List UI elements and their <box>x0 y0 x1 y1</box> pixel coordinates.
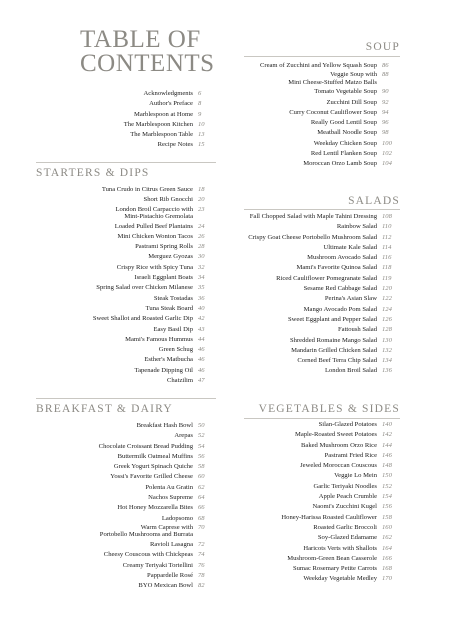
entry-page-number: 6 <box>198 90 202 97</box>
toc-entry <box>36 355 216 365</box>
entry-title: Really Good Lentil Soup <box>310 119 377 127</box>
entry-page-number: 8 <box>198 100 202 108</box>
toc-entry <box>244 482 400 492</box>
toc-entry <box>36 431 216 441</box>
entry-page-number: 36 <box>198 294 205 302</box>
entry-title: Garlic Teriyaki Noodles <box>313 482 377 490</box>
entry-title: Israeli Eggplant Boats <box>134 274 193 282</box>
entry-page-number: 142 <box>382 431 392 439</box>
entry-page-number: 34 <box>198 274 205 282</box>
entry-title <box>288 71 377 85</box>
entry-title: Mushroom-Green Bean Casserole <box>287 554 377 562</box>
entry-page-number: 9 <box>198 110 202 118</box>
entry-title <box>100 524 193 538</box>
toc-entry <box>244 461 400 471</box>
toc-entry <box>244 420 400 430</box>
toc-entry <box>244 128 400 138</box>
entry-page-number: 60 <box>198 473 205 481</box>
entry-page-number: 164 <box>382 544 392 552</box>
entry-page-number: 58 <box>198 463 205 471</box>
entry-page-number: 46 <box>198 356 205 364</box>
toc-entry <box>244 222 400 232</box>
entry-title-line: London Broil Carpaccio with <box>115 205 193 213</box>
entry-title: Crispy Rice with Spicy Tuna <box>116 263 193 271</box>
section-divider <box>244 209 400 210</box>
entry-title: Recipe Notes <box>157 141 193 149</box>
toc-entry <box>36 472 216 482</box>
entry-page-number: 118 <box>382 264 392 272</box>
toc-entry <box>244 564 400 574</box>
entry-title: Chocolate Croissant Bread Pudding <box>98 442 193 450</box>
toc-entry <box>36 314 216 324</box>
entry-title: Marblespoon at Home <box>134 110 193 118</box>
toc-entry <box>36 283 216 293</box>
toc-entry <box>36 140 216 150</box>
entry-page-number: 166 <box>382 554 392 562</box>
toc-entry <box>36 514 216 524</box>
toc-entry <box>36 89 216 99</box>
entry-page-number: 46 <box>198 346 205 354</box>
section-divider <box>244 56 400 57</box>
entry-title: Polenta Au Gratin <box>145 483 193 491</box>
entry-page-number: 20 <box>198 196 205 204</box>
entry-page-number: 132 <box>382 346 392 354</box>
section-heading-salads: SALADS <box>348 195 400 207</box>
entry-title: Roasted Garlic Broccoli <box>313 523 377 531</box>
soup-list <box>244 61 400 170</box>
entry-title-line: Mint-Pistachio Gremolata <box>124 212 193 220</box>
entry-title: Esther's Matbucha <box>144 356 193 364</box>
entry-title: Pastrami Fried Rice <box>324 451 377 459</box>
entry-page-number: 47 <box>198 377 205 385</box>
toc-entry <box>36 483 216 493</box>
entry-title: Short Rib Gnocchi <box>143 196 193 204</box>
entry-title: Apple Peach Crumble <box>318 493 377 501</box>
entry-page-number: 170 <box>382 575 392 583</box>
front-matter-list <box>36 89 216 151</box>
entry-page-number: 62 <box>198 483 205 491</box>
entry-title: Crispy Goat Cheese Portobello Mushroom Salad <box>248 233 377 241</box>
entry-title: Pappardelle Rosé <box>147 571 193 579</box>
toc-entry <box>36 222 216 232</box>
section-divider <box>36 162 216 163</box>
page-title-line-1: TABLE OF <box>80 26 201 53</box>
entry-title: Jeweled Moroccan Couscous <box>300 462 377 470</box>
entry-title: Acknowledgments <box>143 90 193 97</box>
entry-page-number: 108 <box>382 213 392 220</box>
entry-page-number: 168 <box>382 565 392 573</box>
entry-title: Meatball Noodle Soup <box>317 129 377 137</box>
toc-entry <box>244 71 400 85</box>
entry-title: Silan-Glazed Potatoes <box>318 421 377 428</box>
toc-entry <box>244 533 400 543</box>
entry-title: Arepas <box>174 432 193 440</box>
entry-title: Pastrami Spring Rolls <box>135 243 193 251</box>
toc-entry <box>244 574 400 584</box>
entry-title: Chatzilim <box>166 377 193 385</box>
entry-title: Sumac Rosemary Petite Carrots <box>292 565 377 573</box>
entry-title: Green Schug <box>158 346 193 354</box>
entry-page-number: 120 <box>382 285 392 293</box>
entry-page-number: 32 <box>198 263 205 271</box>
entry-title: Easy Basil Dip <box>153 325 193 333</box>
toc-entry <box>244 243 400 253</box>
entry-title: Ultimate Kale Salad <box>323 243 377 251</box>
toc-entry <box>244 346 400 356</box>
section-heading-soup: SOUP <box>365 41 400 53</box>
entry-page-number: 26 <box>198 232 205 240</box>
entry-page-number: 56 <box>198 452 205 460</box>
entry-title: Zucchini Dill Soup <box>326 98 377 106</box>
toc-entry <box>36 571 216 581</box>
entry-title: Yossi's Favorite Grilled Cheese <box>110 473 193 481</box>
entry-title: Mandarin Grilled Chicken Salad <box>291 346 377 354</box>
entry-page-number: 88 <box>382 71 389 79</box>
toc-entry <box>36 273 216 283</box>
toc-entry <box>244 294 400 304</box>
entry-title: Weekday Chicken Soup <box>313 139 377 147</box>
entry-page-number: 98 <box>382 129 389 137</box>
entry-page-number: 46 <box>198 366 205 374</box>
entry-title: Steak Tostadas <box>153 294 193 302</box>
entry-page-number: 76 <box>198 561 205 569</box>
entry-page-number: 70 <box>198 523 205 531</box>
entry-page-number: 92 <box>382 98 389 106</box>
entry-page-number: 96 <box>382 119 389 127</box>
entry-page-number: 15 <box>198 141 205 149</box>
entry-page-number: 54 <box>198 442 205 450</box>
entry-page-number: 119 <box>382 274 392 282</box>
entry-title: Creamy Teriyaki Tortellini <box>122 561 193 569</box>
entry-page-number: 134 <box>382 357 392 365</box>
toc-entry <box>36 99 216 109</box>
entry-page-number: 146 <box>382 451 392 459</box>
entry-title: Tuna Crudo in Citrus Green Sauce <box>101 186 193 193</box>
toc-entry <box>36 550 216 560</box>
entry-page-number: 42 <box>198 315 205 323</box>
entry-title: Corned Beef Terra Chip Salad <box>297 357 377 365</box>
entry-title: Mango Avocado Pom Salad <box>303 305 377 313</box>
entry-title: Hot Honey Mozzarella Bites <box>117 504 193 512</box>
entry-page-number: 44 <box>198 335 205 343</box>
toc-entry <box>36 325 216 335</box>
entry-title-line: Mini Cheese-Stuffed Matzo Balls <box>288 78 377 86</box>
entry-title: Breakfast Hash Bowl <box>136 422 193 429</box>
entry-page-number: 52 <box>198 432 205 440</box>
entry-page-number: 152 <box>382 482 392 490</box>
toc-entry <box>244 513 400 523</box>
entry-page-number: 130 <box>382 336 392 344</box>
entry-title: Tomato Vegetable Soup <box>314 88 377 96</box>
toc-entry <box>244 451 400 461</box>
entry-page-number: 158 <box>382 513 392 521</box>
page-title-line-2: CONTENTS <box>80 50 215 77</box>
entry-page-number: 162 <box>382 534 392 542</box>
entry-page-number: 72 <box>198 540 205 548</box>
entry-title: Ladopsomo <box>161 514 193 522</box>
toc-entry <box>244 159 400 169</box>
toc-entry <box>244 305 400 315</box>
entry-title: The Marblespoon Kitchen <box>123 120 193 128</box>
entry-title: Author's Preface <box>149 100 193 108</box>
entry-title: Sweet Eggplant and Pepper Salad <box>288 315 377 323</box>
toc-entry <box>36 120 216 130</box>
entry-title: Mami's Favorite Quinoa Salad <box>296 264 377 272</box>
toc-entry <box>244 441 400 451</box>
entry-title-line: Portobello Mushrooms and Burrata <box>99 531 193 539</box>
entry-page-number: 124 <box>382 305 392 313</box>
entry-page-number: 126 <box>382 315 392 323</box>
page-title <box>80 28 230 76</box>
entry-page-number: 64 <box>198 494 205 502</box>
entry-title: Soy-Glazed Edamame <box>317 534 377 542</box>
entry-title: BYO Mexican Bowl <box>138 582 193 590</box>
entry-page-number: 144 <box>382 441 392 449</box>
entry-page-number: 128 <box>382 326 392 334</box>
toc-entry <box>36 503 216 513</box>
toc-entry <box>244 544 400 554</box>
entry-page-number: 150 <box>382 472 392 480</box>
toc-entry <box>36 335 216 345</box>
entry-page-number: 148 <box>382 462 392 470</box>
entry-title: Fattoush Salad <box>337 326 377 334</box>
toc-entry <box>36 130 216 140</box>
toc-entry <box>244 471 400 481</box>
entry-page-number: 24 <box>198 222 205 230</box>
toc-entry <box>244 149 400 159</box>
entry-title: Veggie Lo Mein <box>334 472 377 480</box>
entry-page-number: 86 <box>382 62 389 69</box>
toc-entry <box>244 325 400 335</box>
entry-page-number: 100 <box>382 139 392 147</box>
section-heading-starters: STARTERS & DIPS <box>36 167 150 179</box>
starters-list <box>36 185 216 386</box>
entry-page-number: 35 <box>198 284 205 292</box>
entry-page-number: 30 <box>198 253 205 261</box>
entry-title: Weekday Vegetable Medley <box>303 575 377 583</box>
toc-entry <box>36 232 216 242</box>
toc-entry <box>244 253 400 263</box>
section-divider <box>244 418 400 419</box>
entry-title: Maple-Roasted Sweet Potatoes <box>294 431 377 439</box>
entry-page-number: 28 <box>198 243 205 251</box>
toc-entry <box>36 195 216 205</box>
entry-title: Naomi's Zucchini Kugel <box>312 503 377 511</box>
entry-page-number: 154 <box>382 493 392 501</box>
toc-entry <box>244 118 400 128</box>
entry-title: London Broil Salad <box>324 367 377 375</box>
breakfast-list <box>36 421 216 591</box>
toc-entry <box>36 304 216 314</box>
entry-page-number: 18 <box>198 186 205 193</box>
entry-title: Merguez Gyozas <box>148 253 193 261</box>
entry-page-number: 78 <box>198 571 205 579</box>
entry-title: Mushroom Avocado Salad <box>307 254 377 262</box>
entry-title: Cream of Zucchini and Yellow Squash Soup <box>259 62 377 69</box>
entry-title: Haricots Verts with Shallots <box>303 544 377 552</box>
toc-entry <box>36 442 216 452</box>
section-divider <box>36 398 216 399</box>
salads-list <box>244 212 400 377</box>
entry-page-number: 43 <box>198 325 205 333</box>
toc-entry <box>36 561 216 571</box>
toc-entry <box>244 554 400 564</box>
entry-title <box>116 206 193 220</box>
entry-page-number: 10 <box>198 120 205 128</box>
entry-page-number: 160 <box>382 523 392 531</box>
toc-entry <box>244 366 400 376</box>
entry-page-number: 82 <box>198 582 205 590</box>
entry-title: Greek Yogurt Spinach Quiche <box>113 463 193 471</box>
entry-title: Loaded Pulled Beef Plantains <box>114 222 193 230</box>
entry-title: Sesame Red Cabbage Salad <box>303 285 377 293</box>
toc-entry <box>244 108 400 118</box>
section-heading-vegetables: VEGETABLES & SIDES <box>258 403 400 415</box>
entry-page-number: 66 <box>198 504 205 512</box>
toc-entry <box>36 376 216 386</box>
entry-page-number: 74 <box>198 551 205 559</box>
toc-entry <box>244 492 400 502</box>
entry-title: Buttermilk Oatmeal Muffins <box>117 452 193 460</box>
entry-title: Rainbow Salad <box>336 223 377 231</box>
entry-title-line: Warm Caprese with <box>140 523 193 531</box>
entry-title: The Marblespoon Table <box>130 131 193 139</box>
toc-entry <box>244 233 400 243</box>
toc-entry <box>36 252 216 262</box>
toc-entry <box>244 502 400 512</box>
entry-title: Tapenade Dipping Oil <box>134 366 193 374</box>
entry-page-number: 110 <box>382 223 392 231</box>
toc-entry <box>36 462 216 472</box>
entry-title: Mini Chicken Wonton Tacos <box>117 232 193 240</box>
toc-entry <box>244 315 400 325</box>
toc-entry <box>36 242 216 252</box>
toc-entry <box>244 523 400 533</box>
section-heading-breakfast: BREAKFAST & DAIRY <box>36 403 173 415</box>
entry-page-number: 116 <box>382 254 392 262</box>
entry-title-line: Veggie Soup with <box>330 71 377 79</box>
toc-entry <box>244 139 400 149</box>
entry-title: Honey-Harissa Roasted Cauliflower <box>281 513 377 521</box>
toc-entry <box>36 345 216 355</box>
toc-entry <box>36 493 216 503</box>
toc-entry <box>36 206 216 220</box>
toc-entry <box>36 185 216 195</box>
toc-entry <box>36 452 216 462</box>
entry-page-number: 50 <box>198 422 205 429</box>
entry-title: Perina's Asian Slaw <box>324 295 377 303</box>
entry-title: Ravioli Lasagna <box>149 540 193 548</box>
toc-entry <box>244 61 400 71</box>
entry-page-number: 136 <box>382 367 392 375</box>
entry-page-number: 68 <box>198 514 205 522</box>
entry-title: Red Lentil Flanken Soup <box>310 150 377 158</box>
toc-entry <box>244 336 400 346</box>
entry-page-number: 104 <box>382 160 392 168</box>
toc-entry <box>244 263 400 273</box>
toc-entry <box>36 421 216 431</box>
toc-entry <box>36 581 216 591</box>
toc-entry <box>244 87 400 97</box>
entry-title: Curry Coconut Cauliflower Soup <box>289 108 377 116</box>
entry-title: Sweet Shallot and Roasted Garlic Dip <box>92 315 193 323</box>
entry-title: Mami's Famous Hummus <box>125 335 193 343</box>
entry-title: Nachos Supreme <box>148 494 193 502</box>
entry-page-number: 112 <box>382 233 392 241</box>
entry-title: Moroccan Orzo Lamb Soup <box>303 160 377 168</box>
entry-page-number: 90 <box>382 88 389 96</box>
toc-entry <box>244 430 400 440</box>
entry-page-number: 114 <box>382 243 392 251</box>
entry-title: Shredded Romaine Mango Salad <box>290 336 377 344</box>
entry-page-number: 140 <box>382 421 392 428</box>
entry-page-number: 102 <box>382 150 392 158</box>
entry-page-number: 40 <box>198 304 205 312</box>
toc-entry <box>244 212 400 222</box>
entry-page-number: 156 <box>382 503 392 511</box>
toc-entry <box>36 540 216 550</box>
toc-entry <box>244 284 400 294</box>
entry-title: Cheesy Couscous with Chickpeas <box>103 551 193 559</box>
entry-page-number: 13 <box>198 131 205 139</box>
toc-entry <box>36 366 216 376</box>
entry-page-number: 23 <box>198 205 205 213</box>
toc-entry <box>36 263 216 273</box>
entry-page-number: 122 <box>382 295 392 303</box>
toc-entry <box>36 110 216 120</box>
entry-page-number: 94 <box>382 108 389 116</box>
toc-entry <box>36 294 216 304</box>
entry-title: Baked Mushroom Orzo Rice <box>301 441 377 449</box>
entry-title: Spring Salad over Chicken Milanese <box>96 284 193 292</box>
entry-title: Riced Cauliflower Pomegranate Salad <box>276 274 377 282</box>
vegetables-list <box>244 420 400 585</box>
toc-entry <box>244 356 400 366</box>
toc-entry <box>36 524 216 538</box>
toc-entry <box>244 98 400 108</box>
entry-title: Fall Chopped Salad with Maple Tahini Dressing <box>249 213 377 220</box>
entry-title: Tuna Steak Board <box>145 304 193 312</box>
toc-entry <box>244 274 400 284</box>
